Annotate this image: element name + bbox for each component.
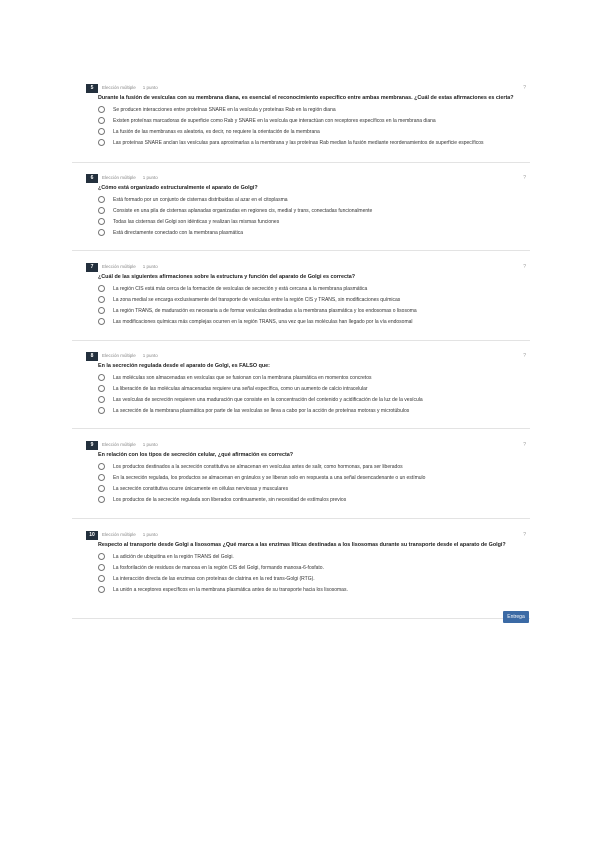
radio-button[interactable] [98,139,105,146]
answer-option[interactable] [98,562,528,573]
options-list [98,104,528,148]
divider [72,518,530,519]
options-list [98,551,528,595]
option-label: Los productos de la secreción regulada son liberados continuamente, sin necesidad de estímulos previos [113,496,347,503]
answer-option[interactable] [98,305,528,316]
radio-button[interactable] [98,586,105,593]
option-label: Se producen interacciones entre proteínas SNARE en la vesícula y proteínas Rab en la región diana [113,106,336,113]
flag-icon[interactable]: ? [523,353,526,359]
question-text: En la secreción regulada desde el aparato de Golgi, es FALSO que: [98,363,270,369]
divider [72,340,530,341]
option-label: Todas las cisternas del Golgi son idénticas y realizan las mismas funciones [113,218,280,225]
radio-button[interactable] [98,407,105,414]
answer-option[interactable] [98,194,528,205]
radio-button[interactable] [98,207,105,214]
question-meta [102,264,158,269]
radio-button[interactable] [98,396,105,403]
answer-option[interactable] [98,405,528,416]
option-label: Está formado por un conjunto de cisternas distribuidas al azar en el citoplasma [113,196,288,203]
option-label: Las moléculas son almacenadas en vesículas que se fusionan con la membrana plasmática en momentos concretos [113,374,372,381]
option-label: La región TRANS, de maduración es necesaria a de formar vesículas destinadas a la membrana plasmática y los endosomas o lisosoma [113,307,417,314]
question-type: Elección múltiple [102,442,136,447]
option-label: La interacción directa de las enzimas con proteínas de clatrina en la red trans-Golgi (RTG). [113,575,315,582]
radio-button[interactable] [98,553,105,560]
question-type: Elección múltiple [102,85,136,90]
option-label: En la secreción regulada, los productos se almacenan en gránulos y se liberan solo en respuesta a una señal desencadenante o un estímulo [113,474,426,481]
option-label: Existen proteínas marcadoras de superficie como Rab y SNARE en la vesícula que interactúan con receptores específicos en la membrana diana [113,117,436,124]
question-number: 6 [86,174,98,183]
question-points: 1 punto [142,85,158,90]
divider [72,618,530,619]
question-points: 1 punto [142,175,158,180]
option-label: La unión a receptores específicos en la membrana plasmática antes de su transporte hacia los lisosomas. [113,586,348,593]
question-meta [102,532,158,537]
radio-button[interactable] [98,296,105,303]
option-label: La fosforilación de residuos de manosa en la región CIS del Golgi, formando manosa-6-fosfato. [113,564,324,571]
options-list [98,283,528,327]
question-type: Elección múltiple [102,175,136,180]
question-points: 1 punto [142,264,158,269]
radio-button[interactable] [98,374,105,381]
divider [72,428,530,429]
option-label: Las proteínas SNARE anclan las vesículas para aproximarlas a la membrana y las proteínas Rab median la fusión mediante reordenamientos de superficie específicos [113,139,484,146]
option-label: Los productos destinados a la secreción constitutiva se almacenan en vesículas antes de salir, como hormonas, para ser liberados [113,463,403,470]
question-text: ¿Cuál de las siguientes afirmaciones sobre la estructura y función del aparato de Golgi es correcta? [98,274,356,280]
submit-button[interactable]: Entrega [503,611,529,623]
answer-option[interactable] [98,472,528,483]
question-points: 1 punto [142,532,158,537]
question-type: Elección múltiple [102,353,136,358]
answer-option[interactable] [98,216,528,227]
question-number: 9 [86,441,98,450]
option-label: La secreción constitutiva ocurre únicamente en células nerviosas y musculares [113,485,289,492]
question-meta [102,175,158,180]
radio-button[interactable] [98,117,105,124]
question-meta [102,353,158,358]
radio-button[interactable] [98,128,105,135]
question-text: Respecto al transporte desde Golgi a lisosomas ¿Qué marca a las enzimas líticas destinadas a los lisosomas durante su transporte desde el aparato de Golgi? [98,542,506,548]
option-label: Está directamente conectado con la membrana plasmática [113,229,244,236]
options-list [98,194,528,238]
option-label: Las modificaciones químicas más complejas ocurren en la región TRANS, una vez que las moléculas han llegado por la vía endosomal [113,318,413,325]
question-type: Elección múltiple [102,264,136,269]
question-number: 10 [86,531,98,540]
option-label: La secreción de la membrana plasmática por parte de las vesículas se lleva a cabo por la acción de proteínas motoras y microtúbulos [113,407,410,414]
question-text: Durante la fusión de vesículas con su membrana diana, es esencial el reconocimiento específico entre ambas membranas. ¿Cuál de estas afirmaciones es cierta? [98,95,514,101]
question-text: ¿Cómo está organizado estructuralmente el aparato de Golgi? [98,185,258,191]
question-text: En relación con los tipos de secreción celular, ¿qué afirmación es correcta? [98,452,294,458]
flag-icon[interactable]: ? [523,264,526,270]
flag-icon[interactable]: ? [523,532,526,538]
divider [72,250,530,251]
answer-option[interactable] [98,126,528,137]
answer-option[interactable] [98,394,528,405]
flag-icon[interactable]: ? [523,175,526,181]
radio-button[interactable] [98,218,105,225]
radio-button[interactable] [98,485,105,492]
radio-button[interactable] [98,229,105,236]
radio-button[interactable] [98,196,105,203]
question-meta [102,85,158,90]
radio-button[interactable] [98,285,105,292]
radio-button[interactable] [98,318,105,325]
divider [72,162,530,163]
answer-option[interactable] [98,316,528,327]
radio-button[interactable] [98,474,105,481]
answer-option[interactable] [98,283,528,294]
option-label: La adición de ubiquitina en la región TRANS del Golgi. [113,553,234,560]
question-number: 8 [86,352,98,361]
flag-icon[interactable]: ? [523,85,526,91]
answer-option[interactable] [98,383,528,394]
answer-option[interactable] [98,137,528,148]
radio-button[interactable] [98,575,105,582]
question-points: 1 punto [142,442,158,447]
question-meta [102,442,158,447]
answer-option[interactable] [98,104,528,115]
answer-option[interactable] [98,584,528,595]
radio-button[interactable] [98,496,105,503]
option-label: La zona medial se encarga exclusivamente del transporte de vesículas entre la región CIS y TRANS, sin modificaciones químicas [113,296,401,303]
options-list [98,461,528,505]
flag-icon[interactable]: ? [523,442,526,448]
options-list [98,372,528,416]
radio-button[interactable] [98,106,105,113]
answer-option[interactable] [98,551,528,562]
answer-option[interactable] [98,294,528,305]
option-label: La región CIS está más cerca de la formación de vesículas de secreción y está cercana a la membrana plasmática [113,285,368,292]
option-label: La liberación de las moléculas almacenadas requiere una señal específica, como un aumento de calcio intracelular [113,385,368,392]
quiz-page [72,80,530,624]
question-number: 5 [86,84,98,93]
radio-button[interactable] [98,564,105,571]
question-type: Elección múltiple [102,532,136,537]
question-number: 7 [86,263,98,272]
radio-button[interactable] [98,385,105,392]
answer-option[interactable] [98,372,528,383]
answer-option[interactable] [98,205,528,216]
answer-option[interactable] [98,573,528,584]
answer-option[interactable] [98,494,528,505]
question-points: 1 punto [142,353,158,358]
answer-option[interactable] [98,461,528,472]
answer-option[interactable] [98,115,528,126]
option-label: Las vesículas de secreción requieren una maduración que consiste en la concentración del contenido y acidificación de la luz de la vesícula [113,396,423,403]
answer-option[interactable] [98,227,528,238]
radio-button[interactable] [98,463,105,470]
option-label: La fusión de las membranas es aleatoria, es decir, no requiere la orientación de la membrana [113,128,320,135]
radio-button[interactable] [98,307,105,314]
option-label: Consiste en una pila de cisternas aplanadas organizadas en regiones cis, medial y trans, conectadas funcionalmente [113,207,373,214]
answer-option[interactable] [98,483,528,494]
